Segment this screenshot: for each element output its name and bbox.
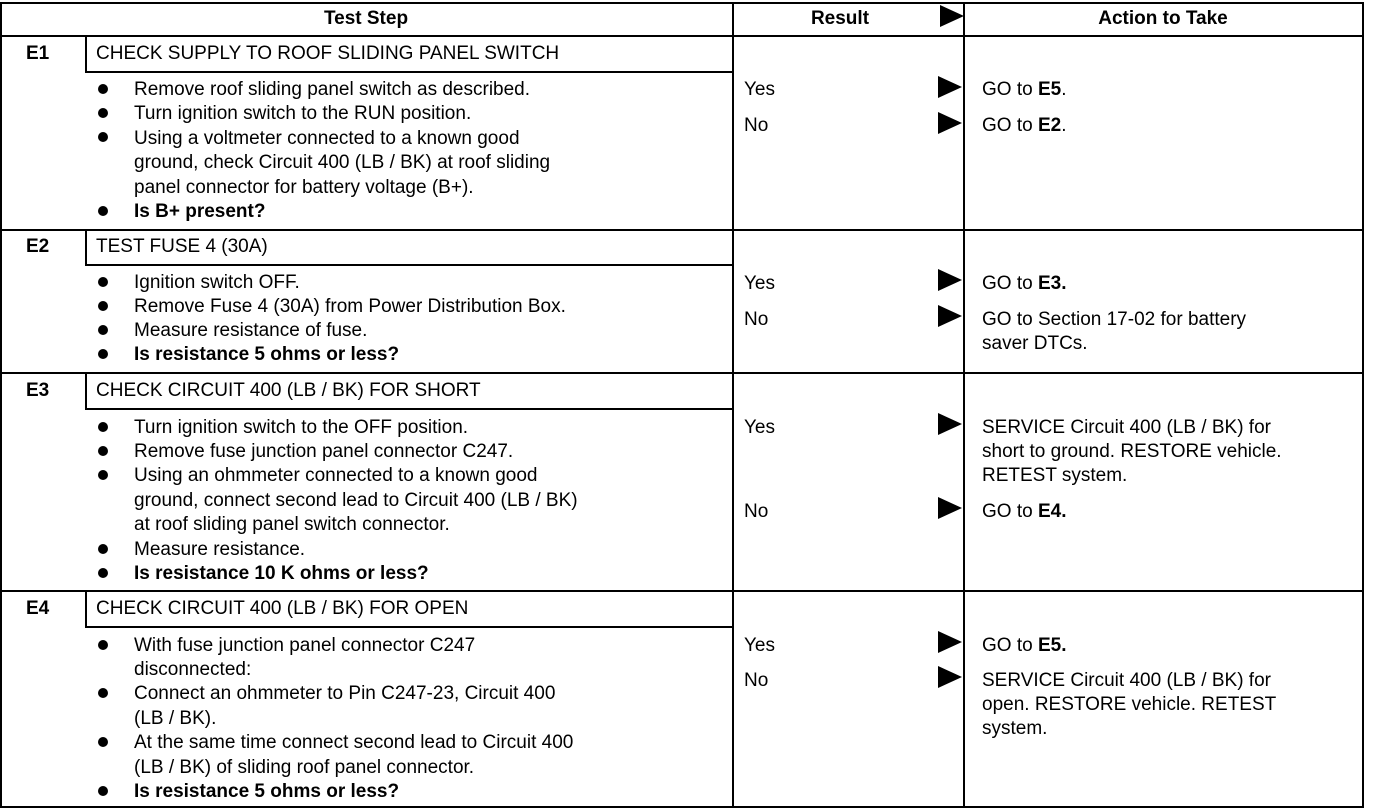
e3-title-underline [85,408,732,410]
result-no: No [744,501,769,522]
bullet-icon [98,688,108,698]
step-title: TEST FUSE 4 (30A) [96,236,268,257]
arrow-right-icon [938,269,962,291]
step-line: Measure resistance of fuse. [134,320,368,341]
step-line: disconnected: [134,659,252,680]
result-column-right-border [963,2,965,808]
action-no: GO to E4. [982,501,1067,522]
header-result: Result [810,8,870,29]
arrow-right-icon [938,305,962,327]
step-question: Is resistance 5 ohms or less? [134,781,400,802]
step-line: Turn ignition switch to the RUN position. [134,103,472,124]
row-e3-bottom-border [0,590,1363,592]
e4-title-underline [85,626,732,628]
header-test-step: Test Step [323,8,409,29]
action-yes-continued: RETEST system. [982,465,1128,486]
e2-id-separator [85,230,87,266]
result-no: No [744,670,769,691]
action-yes: GO to E5. [982,79,1067,100]
bullet-icon [98,544,108,554]
step-line: Using an ohmmeter connected to a known good [134,465,538,486]
step-line: Ignition switch OFF. [134,272,300,293]
step-title: CHECK CIRCUIT 400 (LB / BK) FOR OPEN [96,598,469,619]
bullet-icon [98,277,108,287]
step-line: Measure resistance. [134,539,306,560]
step-line: at roof sliding panel switch connector. [134,514,450,535]
step-question: Is resistance 5 ohms or less? [134,344,400,365]
arrow-right-icon [938,666,962,688]
arrow-right-icon [938,413,962,435]
step-line: Remove fuse junction panel connector C247. [134,441,514,462]
bullet-icon [98,568,108,578]
result-no: No [744,115,769,136]
e3-id-separator [85,373,87,410]
step-line: Connect an ohmmeter to Pin C247-23, Circuit 400 [134,683,556,704]
step-id: E2 [26,236,50,257]
step-line: Turn ignition switch to the OFF position. [134,417,469,438]
action-no: SERVICE Circuit 400 (LB / BK) for [982,670,1271,691]
step-question: Is B+ present? [134,201,266,222]
arrow-right-icon [938,112,962,134]
bullet-icon [98,737,108,747]
e1-id-separator [85,36,87,73]
step-line: (LB / BK). [134,708,217,729]
step-title: CHECK SUPPLY TO ROOF SLIDING PANEL SWITCH [96,43,560,64]
action-no-continued: saver DTCs. [982,333,1088,354]
table-left-border [0,2,2,808]
bullet-icon [98,446,108,456]
table-bottom-border [0,806,1363,808]
action-yes: SERVICE Circuit 400 (LB / BK) for [982,417,1271,438]
arrow-right-icon [938,497,962,519]
action-no: GO to Section 17-02 for battery [982,309,1247,330]
e4-id-separator [85,591,87,628]
step-line: panel connector for battery voltage (B+). [134,177,474,198]
result-yes: Yes [744,635,775,656]
bullet-icon [98,301,108,311]
bullet-icon [98,349,108,359]
row-e1-bottom-border [0,229,1363,231]
action-no-continued: open. RESTORE vehicle. RETEST [982,694,1277,715]
table-right-border [1362,2,1364,808]
step-question: Is resistance 10 K ohms or less? [134,563,429,584]
e1-title-underline [85,71,732,73]
table-top-border [0,2,1363,4]
action-no-continued: system. [982,718,1048,739]
bullet-icon [98,422,108,432]
bullet-icon [98,84,108,94]
result-yes: Yes [744,79,775,100]
action-yes-continued: short to ground. RESTORE vehicle. [982,441,1282,462]
step-id: E1 [26,43,50,64]
step-line: ground, connect second lead to Circuit 400 (LB / BK) [134,490,578,511]
arrow-right-icon [938,631,962,653]
bullet-icon [98,108,108,118]
step-line: At the same time connect second lead to Circuit 400 [134,732,574,753]
step-id: E3 [26,380,50,401]
step-line: With fuse junction panel connector C247 [134,635,476,656]
bullet-icon [98,206,108,216]
step-line: ground, check Circuit 400 (LB / BK) at roof sliding [134,152,551,173]
step-id: E4 [26,598,50,619]
bullet-icon [98,325,108,335]
bullet-icon [98,470,108,480]
step-column-right-border [732,2,734,808]
action-no: GO to E2. [982,115,1067,136]
step-title: CHECK CIRCUIT 400 (LB / BK) FOR SHORT [96,380,481,401]
step-line: Remove Fuse 4 (30A) from Power Distribution Box. [134,296,566,317]
result-yes: Yes [744,273,775,294]
result-yes: Yes [744,417,775,438]
bullet-icon [98,132,108,142]
row-e2-bottom-border [0,372,1363,374]
action-yes: GO to E3. [982,273,1067,294]
step-line: Using a voltmeter connected to a known good [134,128,520,149]
header-bottom-border [0,35,1363,37]
action-yes: GO to E5. [982,635,1067,656]
step-line: Remove roof sliding panel switch as described. [134,79,531,100]
header-arrow-icon [940,5,964,27]
header-action: Action to Take [1098,8,1228,29]
step-line: (LB / BK) of sliding roof panel connector. [134,757,475,778]
arrow-right-icon [938,76,962,98]
e2-title-underline [85,264,732,266]
bullet-icon [98,640,108,650]
result-no: No [744,309,769,330]
bullet-icon [98,786,108,796]
